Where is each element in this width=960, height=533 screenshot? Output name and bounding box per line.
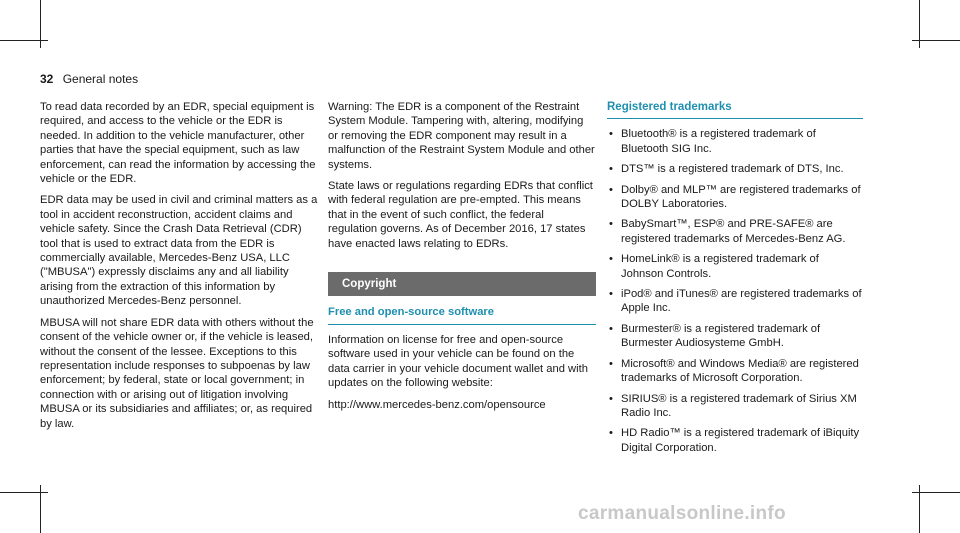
column-warning-copyright [328, 100, 596, 419]
bullet: • [609, 288, 613, 301]
trademarks-heading: Registered trademarks [607, 100, 863, 119]
trademark-text: BabySmart™, ESP® and PRE-SAFE® are registered trademarks of Mercedes-Benz AG. [621, 218, 846, 245]
trademark-text: Bluetooth® is a registered trademark of Bluetooth SIG Inc. [621, 128, 816, 155]
trademark-text: SIRIUS® is a registered trademark of Sirius XM Radio Inc. [621, 392, 857, 419]
bullet: • [609, 183, 613, 196]
list-item [607, 127, 863, 156]
paragraph: State laws or regulations regarding EDRs that conflict with federal regulation are pre-empted. This means that in the event of such conflict, the federal regulation governs. As of December 2016, 17 states have enacted laws relating to EDRs. [328, 180, 593, 250]
list-item [607, 426, 863, 455]
bullet: • [609, 253, 613, 266]
list-item [607, 392, 863, 421]
trademark-list [607, 127, 863, 455]
trademark-text: Burmester® is a registered trademark of Burmester Audiosysteme GmbH. [621, 322, 821, 350]
crop-mark [0, 492, 48, 493]
bullet: • [609, 218, 613, 231]
bullet: • [609, 392, 613, 405]
trademark-text: iPod® and iTunes® are registered trademarks of Apple Inc. [621, 288, 862, 315]
trademark-text: DTS™ is a registered trademark of DTS, Inc. [621, 163, 844, 176]
trademark-text: Dolby® and MLP™ are registered trademarks of DOLBY Laboratories. [621, 183, 861, 211]
page-header [40, 72, 138, 86]
trademark-text: HomeLink® is a registered trademark of Johnson Controls. [621, 253, 819, 280]
page-number: 32 [40, 72, 54, 86]
list-item [607, 252, 863, 281]
list-item [607, 357, 863, 386]
list-item [607, 322, 863, 351]
list-item [607, 287, 863, 316]
section-name: General notes [62, 72, 139, 86]
open-source-heading: Free and open-source software [328, 305, 596, 324]
open-source-url[interactable]: http://www.mercedes-benz.com/opensource [328, 398, 546, 411]
paragraph: MBUSA will not share EDR data with others without the consent of the vehicle owner or, if the vehicle is leased, without the consent of the lessee. Exceptions to this representation include responses to subpoenas by law enforcement; by federal, state or local government; in connection with or arising out of litigation involving MBUSA or its subsidiaries and affiliates; or, as required by law. [40, 316, 314, 430]
crop-mark [912, 492, 960, 493]
column-trademarks [607, 100, 863, 461]
paragraph: Warning: The EDR is a component of the Restraint System Module. Tampering with, altering, modifying or removing the EDR component may result in a malfunction of the Restraint System Module and other systems. [328, 101, 595, 171]
bullet: • [609, 128, 613, 141]
bullet: • [609, 357, 613, 370]
bullet: • [609, 163, 613, 176]
list-item [607, 217, 863, 246]
crop-mark [912, 40, 960, 41]
paragraph: Information on license for free and open-source software used in your vehicle can be found on the data carrier in your vehicle document wallet and with updates on the following website: [328, 333, 588, 390]
bullet: • [609, 322, 613, 335]
paragraph: To read data recorded by an EDR, special equipment is required, and access to the vehicle or the EDR is needed. In addition to the vehicle manufacturer, other parties that have the special equipment, such as law enforcement, can read the information by accessing the vehicle or the EDR. [40, 101, 316, 186]
bullet: • [609, 427, 613, 440]
crop-mark [0, 40, 48, 41]
list-item [607, 162, 863, 176]
trademark-text: Microsoft® and Windows Media® are registered trademarks of Microsoft Corporation. [621, 357, 859, 385]
column-edr-info [40, 100, 322, 438]
paragraph: EDR data may be used in civil and criminal matters as a tool in accident reconstruction, accident claims and vehicle safety. Since the Crash Data Retrieval (CDR) tool that is used to extract data from the EDR is commercially available, Mercedes-Benz USA, LLC ("MBUSA") expressly disclaims any and all liability arising from the extraction of this information by unauthorized Mercedes-Benz personnel. [40, 194, 318, 308]
trademark-text: HD Radio™ is a registered trademark of iBiquity Digital Corporation. [621, 427, 860, 454]
list-item [607, 183, 863, 212]
watermark: carmanualsonline.info [578, 503, 786, 524]
copyright-heading: Copyright [328, 272, 596, 296]
